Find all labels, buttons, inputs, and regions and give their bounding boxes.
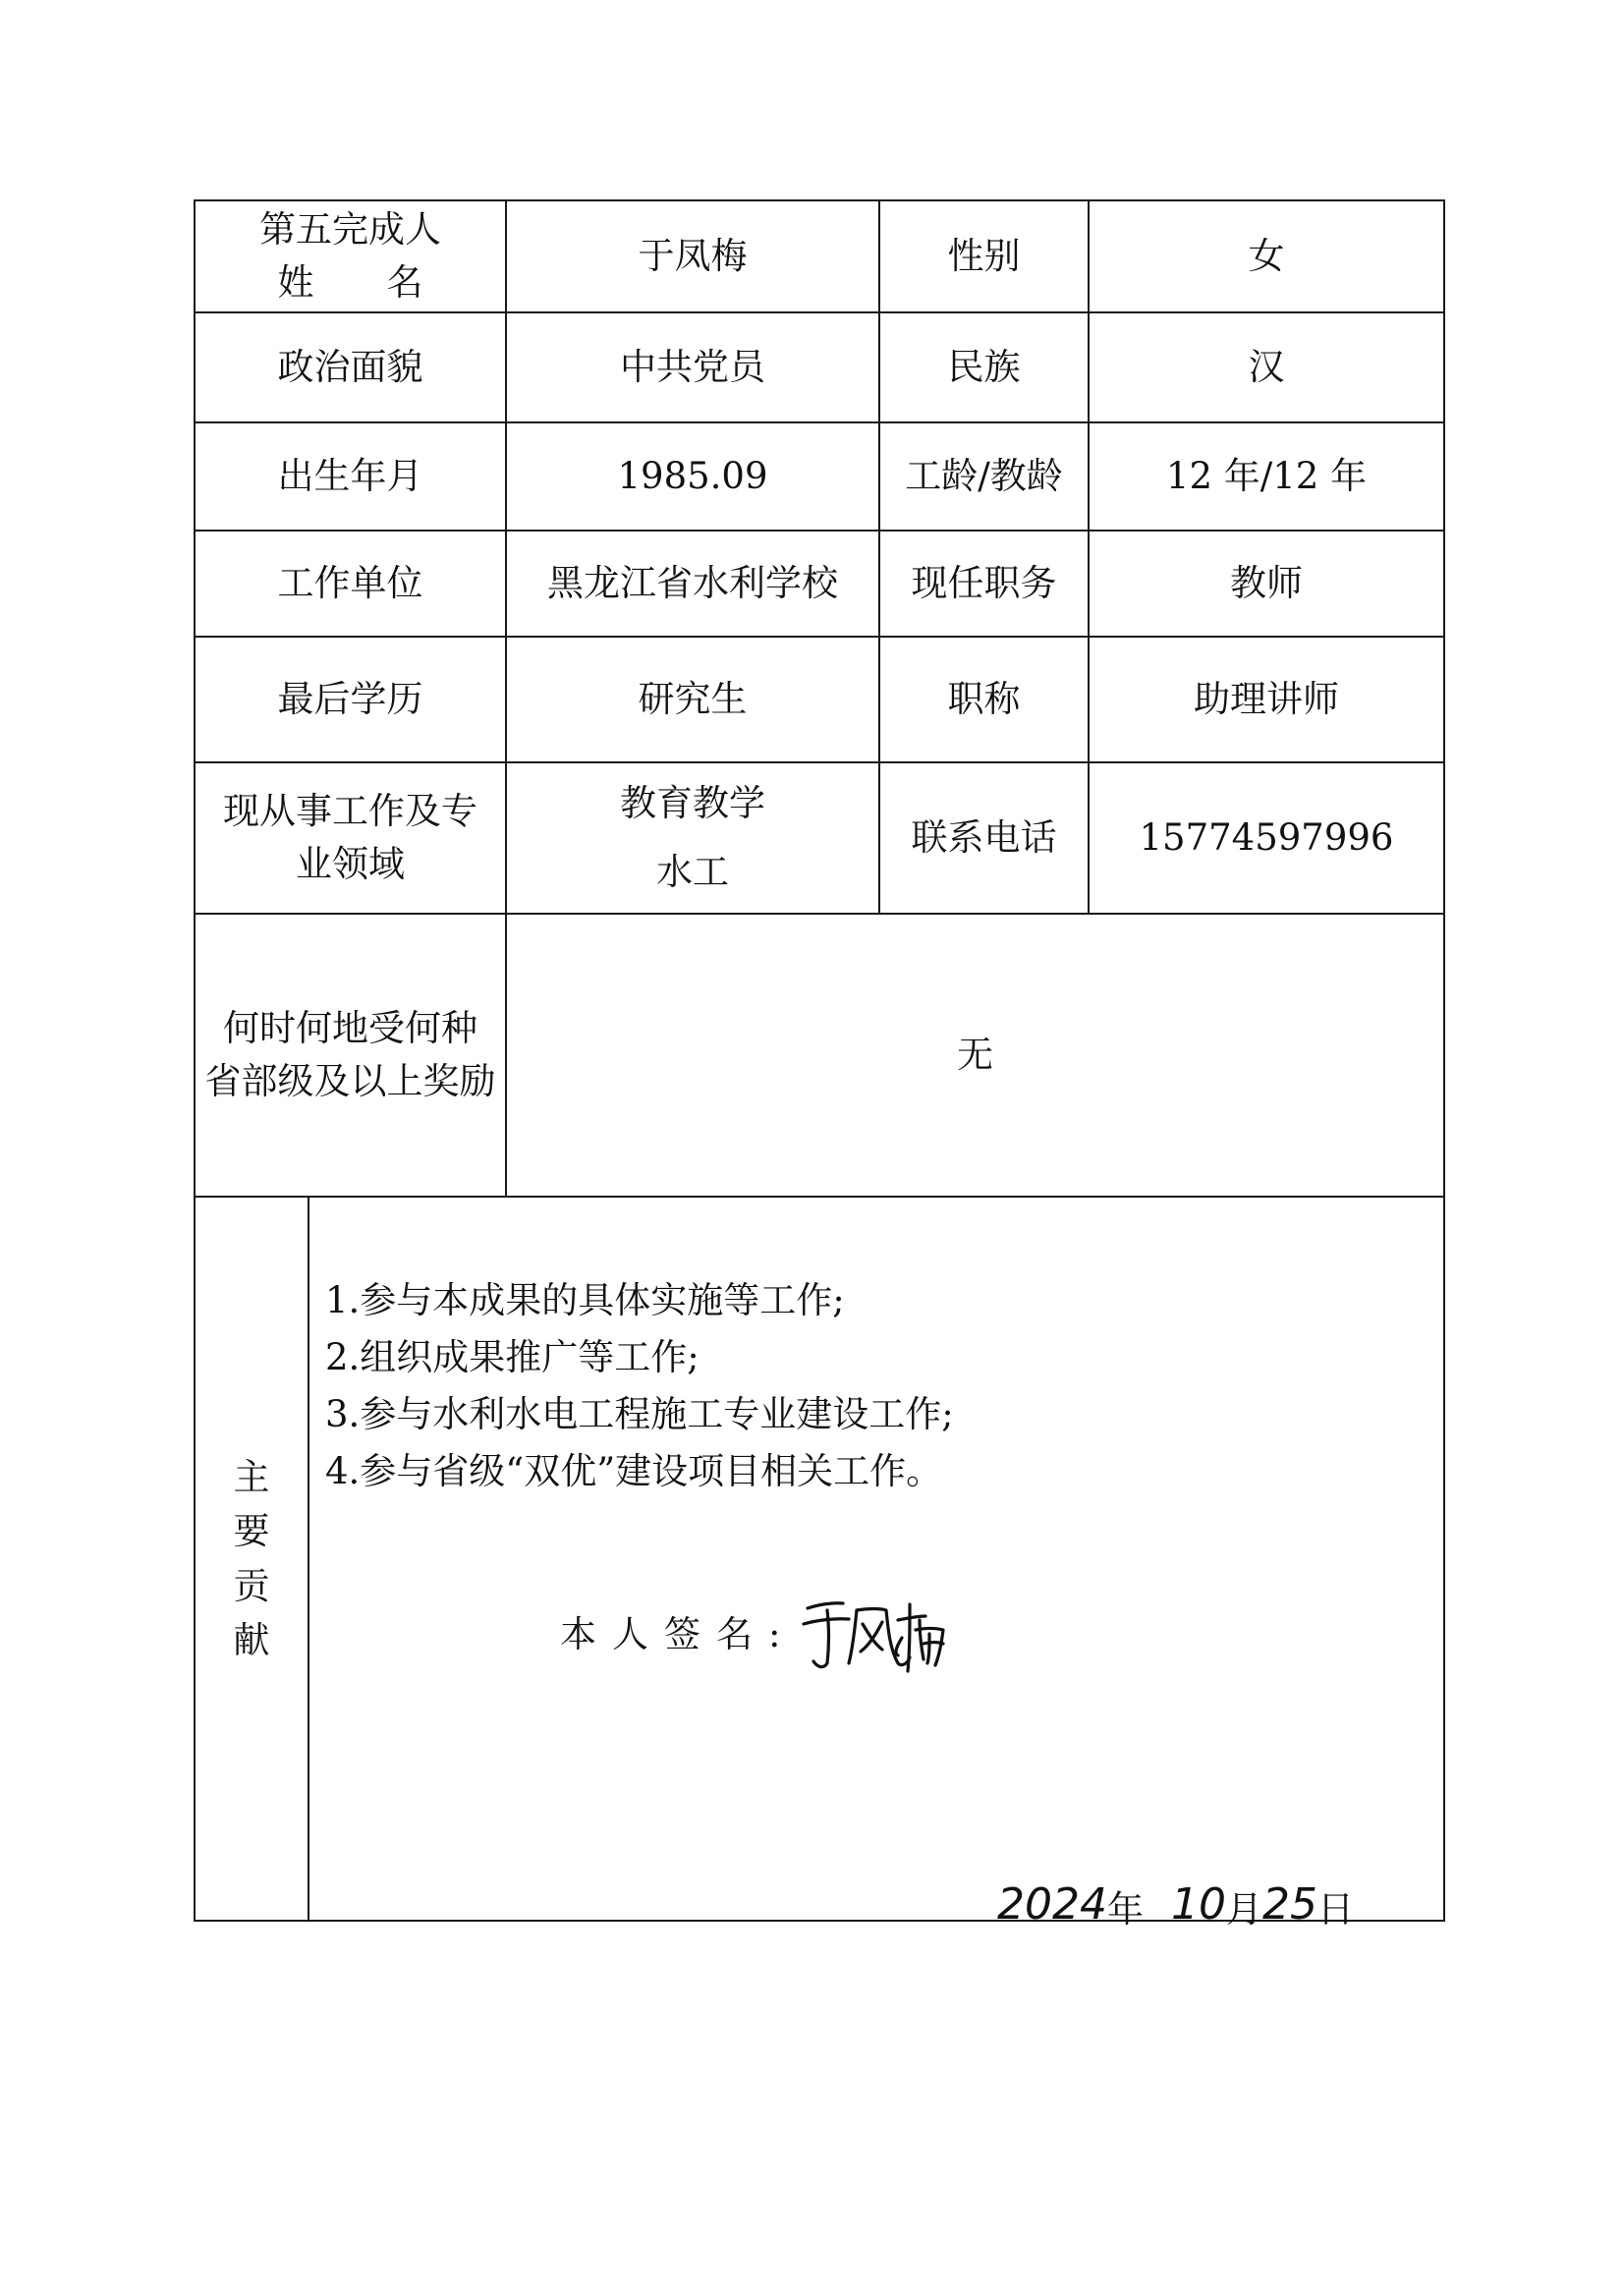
awards-value: 无: [506, 914, 1444, 1197]
political-value: 中共党员: [506, 312, 879, 422]
education-label: 最后学历: [195, 637, 506, 762]
field-label-cell: [195, 762, 506, 914]
birth-value: 1985.09: [506, 422, 879, 531]
contribution-item-2: 2.组织成果推广等工作;: [325, 1336, 700, 1378]
signature-row: [560, 1591, 947, 1679]
position-label: 现任职务: [879, 531, 1089, 637]
phone-label: 联系电话: [879, 762, 1089, 914]
date-row: [997, 1874, 1354, 1936]
contrib-label: [196, 1450, 308, 1668]
name-value: 于凤梅: [506, 200, 879, 312]
name-label-cell: [195, 200, 506, 312]
field-label-line2: 业领域: [296, 843, 405, 885]
date-year: 2024: [997, 1879, 1107, 1930]
name-label-line2: 姓 名: [277, 261, 423, 304]
employer-label: 工作单位: [195, 531, 506, 637]
position-value: 教师: [1089, 531, 1444, 637]
date-month-unit: 月: [1225, 1888, 1262, 1931]
ethnicity-value: 汉: [1089, 312, 1444, 422]
awards-label-line2: 省部级及以上奖励: [204, 1060, 496, 1102]
field-value-line2: 水工: [656, 851, 729, 893]
seniority-value: 12 年/12 年: [1089, 422, 1444, 531]
phone-value: 15774597996: [1089, 762, 1444, 914]
political-label: 政治面貌: [195, 312, 506, 422]
ethnicity-label: 民族: [879, 312, 1089, 422]
date-month: 10: [1170, 1879, 1226, 1930]
personal-info-form: [194, 199, 1445, 1931]
contrib-label-char-4: 献: [233, 1619, 270, 1661]
contribution-item-3: 3.参与水利水电工程施工专业建设工作;: [325, 1393, 954, 1435]
title-value: 助理讲师: [1089, 637, 1444, 762]
contribution-item-1: 1.参与本成果的具体实施等工作;: [325, 1279, 845, 1321]
date-year-unit: 年: [1106, 1888, 1144, 1931]
field-value-cell: [506, 762, 879, 914]
handwritten-signature: [800, 1591, 947, 1679]
contribution-list: [325, 1272, 954, 1500]
field-label-line1: 现从事工作及专: [223, 790, 477, 833]
birth-label: 出生年月: [195, 422, 506, 531]
contrib-content-cell: [308, 1197, 1444, 1931]
contrib-label-char-3: 贡: [233, 1564, 270, 1607]
gender-value: 女: [1089, 200, 1444, 312]
contrib-label-char-2: 要: [233, 1510, 270, 1552]
contribution-item-4: 4.参与省级“双优”建设项目相关工作。: [325, 1450, 943, 1492]
seniority-label: 工龄/教龄: [879, 422, 1089, 531]
education-value: 研究生: [506, 637, 879, 762]
signature-label: 本人签名:: [560, 1613, 797, 1656]
employer-value: 黑龙江省水利学校: [506, 531, 879, 637]
title-label: 职称: [879, 637, 1089, 762]
field-value-line1: 教育教学: [620, 781, 765, 824]
date-day: 25: [1261, 1879, 1317, 1930]
name-label-line1: 第五完成人: [259, 208, 441, 252]
date-day-unit: 日: [1316, 1888, 1354, 1931]
contrib-label-char-1: 主: [233, 1455, 270, 1498]
awards-label-cell: [195, 914, 506, 1197]
gender-label: 性别: [879, 200, 1089, 312]
awards-label-line1: 何时何地受何种: [223, 1007, 477, 1050]
contrib-label-cell: [195, 1197, 308, 1921]
